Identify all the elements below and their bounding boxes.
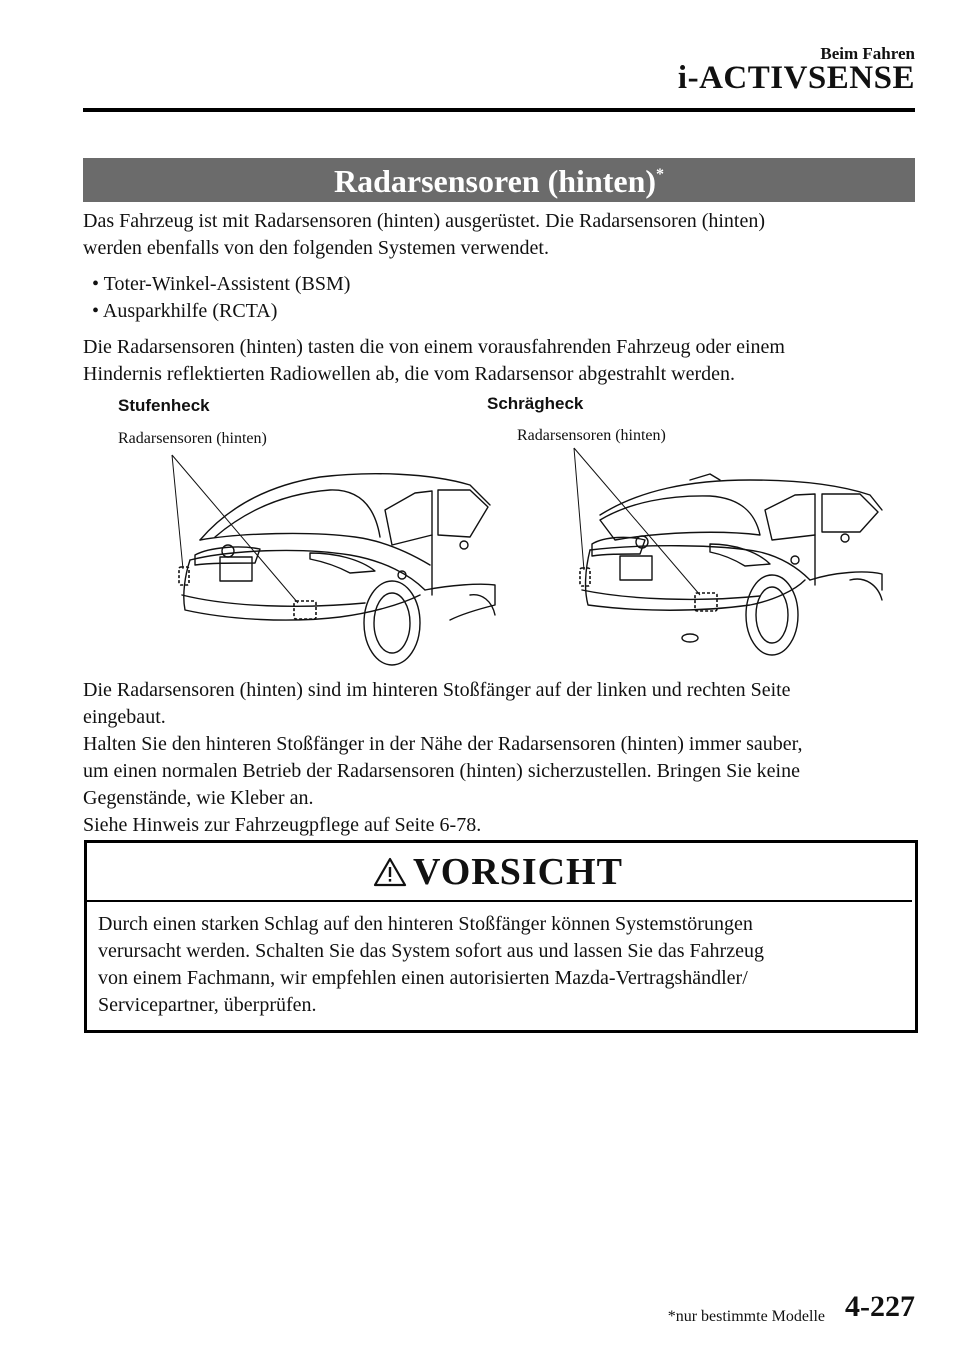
body-line-2: eingebaut.	[83, 706, 166, 728]
hatchback-illustration	[560, 440, 890, 670]
caution-text	[98, 911, 898, 1019]
body-line-4: um einen normalen Betrieb der Radarsensoren (hinten) sicherzustellen. Bringen Sie keine	[83, 760, 800, 782]
list-item: • Toter-Winkel-Assistent (BSM)	[92, 273, 351, 295]
page-number: 4-227	[845, 1290, 915, 1323]
caution-line: von einem Fachmann, wir empfehlen einen autorisierten Mazda-Vertragshändler/	[98, 967, 748, 989]
description-line-2: Hindernis reflektierten Radiowellen ab, die vom Radarsensor abgestrahlt werden.	[83, 363, 736, 385]
section-title: Beim Fahren	[820, 44, 915, 63]
caution-line: Durch einen starken Schlag auf den hinteren Stoßfänger können Systemstörungen	[98, 913, 753, 935]
caution-title	[84, 850, 912, 894]
body-line-5: Gegenstände, wie Kleber an.	[83, 787, 314, 809]
figure-heading-hatchback: Schrägheck	[487, 394, 584, 413]
figure-label-sedan: Radarsensoren (hinten)	[118, 430, 267, 447]
page-title-text: Radarsensoren (hinten)	[333, 163, 657, 199]
caution-line: verursacht werden. Schalten Sie das System sofort aus und lassen Sie das Fahrzeug	[98, 940, 764, 962]
figure-heading-sedan: Stufenheck	[118, 396, 210, 415]
intro-line-1: Das Fahrzeug ist mit Radarsensoren (hinten) ausgerüstet. Die Radarsensoren (hinten)	[83, 210, 766, 232]
chapter-title: i-ACTIVSENSE	[677, 60, 915, 96]
page-title	[83, 158, 915, 202]
body-line-6: Siehe Hinweis zur Fahrzeugpflege auf Seite 6-78.	[83, 814, 482, 836]
caution-line: Servicepartner, überprüfen.	[98, 994, 317, 1016]
caution-title-text: VORSICHT	[413, 851, 623, 893]
body-line-3: Halten Sie den hinteren Stoßfänger in der Nähe der Radarsensoren (hinten) immer sauber,	[83, 733, 803, 755]
figure-label-hatchback: Radarsensoren (hinten)	[517, 427, 666, 444]
footnote: *nur bestimmte Modelle	[667, 1308, 825, 1325]
sedan-illustration	[170, 445, 500, 675]
body-line-1: Die Radarsensoren (hinten) sind im hinteren Stoßfänger auf der linken und rechten Seite	[83, 679, 791, 701]
warning-icon	[373, 857, 407, 887]
header-rule	[83, 108, 915, 112]
description-line-1: Die Radarsensoren (hinten) tasten die von einem vorausfahrenden Fahrzeug oder einem	[83, 336, 785, 358]
list-item: • Ausparkhilfe (RCTA)	[92, 300, 278, 322]
optional-marker: *	[656, 166, 665, 183]
intro-line-2: werden ebenfalls von den folgenden Systemen verwendet.	[83, 237, 549, 259]
caution-header	[84, 840, 912, 902]
